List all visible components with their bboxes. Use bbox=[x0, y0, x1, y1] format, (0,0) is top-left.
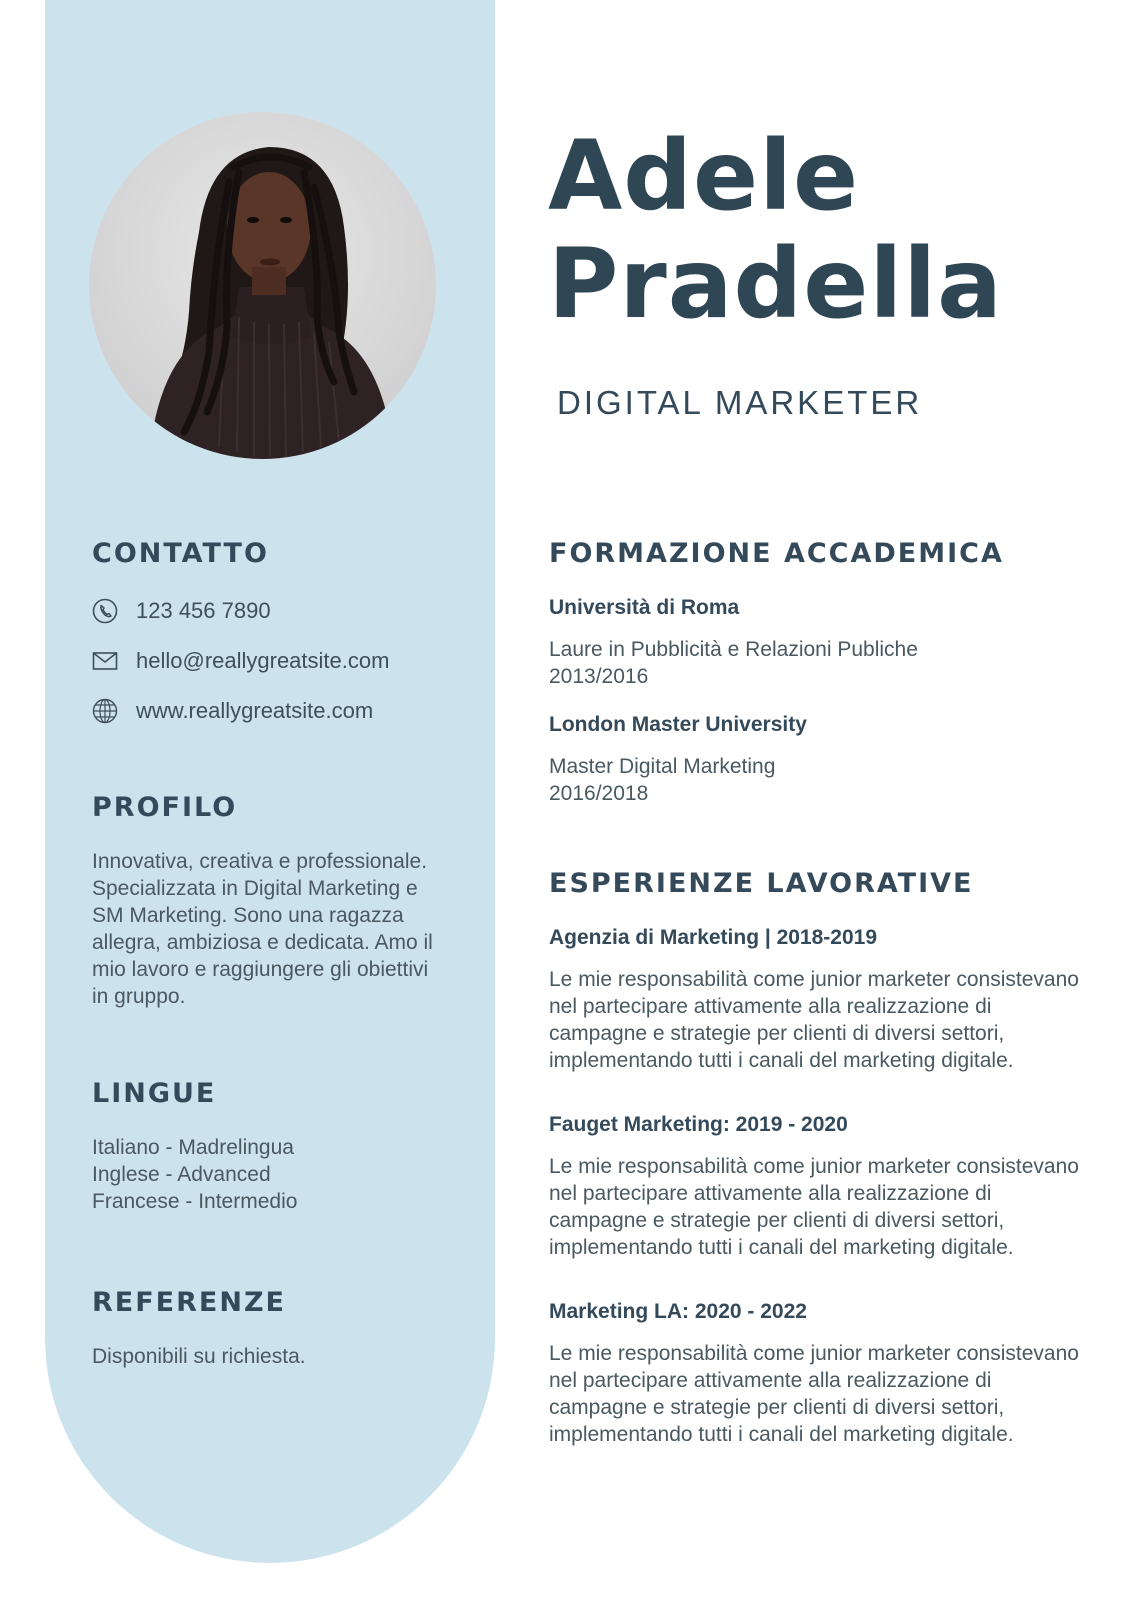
job-title: DIGITAL MARKETER bbox=[557, 384, 923, 421]
first-name: Adele bbox=[548, 120, 860, 232]
experience-title: Marketing LA: 2020 - 2022 bbox=[549, 1300, 807, 1323]
education-school: Università di Roma bbox=[549, 596, 740, 619]
languages-list bbox=[92, 1134, 297, 1215]
profile-photo bbox=[89, 112, 436, 459]
experience-title: Fauget Marketing: 2019 - 2020 bbox=[549, 1113, 848, 1136]
profile-text: Innovativa, creativa e professionale. Specializzata in Digital Marketing e SM Marketing. Sono una ragazza allegra, ambiziosa e dedicata. Amo il mio lavoro e raggiungere gli obiettivi in gruppo. bbox=[92, 850, 433, 1008]
education-school: London Master University bbox=[549, 713, 807, 736]
experience-heading: ESPERIENZE LAVORATIVE bbox=[549, 868, 974, 899]
language-item: Inglese - Advanced bbox=[92, 1163, 271, 1186]
languages-heading: LINGUE bbox=[92, 1078, 217, 1109]
portrait-illustration bbox=[89, 112, 436, 459]
profile-heading: PROFILO bbox=[92, 792, 238, 823]
phone-number[interactable]: 123 456 7890 bbox=[136, 598, 271, 623]
contact-phone bbox=[92, 596, 271, 626]
phone-icon bbox=[92, 598, 118, 624]
email-address[interactable]: hello@reallygreatsite.com bbox=[136, 648, 390, 673]
experience-description: Le mie responsabilità come junior marketer consistevano nel partecipare attivamente alla realizzazione di campagne e strategie per clienti di diversi settori, implementando tutti i canali del marketing digitale. bbox=[549, 968, 1079, 1072]
language-item: Italiano - Madrelingua bbox=[92, 1136, 294, 1159]
contact-website bbox=[92, 696, 373, 726]
education-heading: FORMAZIONE ACCADEMICA bbox=[549, 538, 1004, 569]
education-details: Master Digital Marketing 2016/2018 bbox=[549, 755, 776, 805]
education-details: Laure in Pubblicità e Relazioni Publiche 2013/2016 bbox=[549, 638, 918, 688]
references-text: Disponibili su richiesta. bbox=[92, 1345, 306, 1368]
contact-email bbox=[92, 646, 389, 676]
contact-heading: CONTATTO bbox=[92, 538, 269, 569]
experience-description: Le mie responsabilità come junior marketer consistevano nel partecipare attivamente alla realizzazione di campagne e strategie per clienti di diversi settori, implementando tutti i canali del marketing digitale. bbox=[549, 1342, 1079, 1446]
website-url[interactable]: www.reallygreatsite.com bbox=[136, 698, 374, 723]
language-item: Francese - Intermedio bbox=[92, 1190, 298, 1213]
last-name: Pradella bbox=[548, 228, 1003, 340]
mail-icon bbox=[92, 648, 118, 674]
experience-description: Le mie responsabilità come junior marketer consistevano nel partecipare attivamente alla realizzazione di campagne e strategie per clienti di diversi settori, implementando tutti i canali del marketing digitale. bbox=[549, 1155, 1079, 1259]
experience-title: Agenzia di Marketing | 2018-2019 bbox=[549, 926, 878, 949]
references-heading: REFERENZE bbox=[92, 1287, 286, 1318]
globe-icon bbox=[92, 698, 118, 724]
